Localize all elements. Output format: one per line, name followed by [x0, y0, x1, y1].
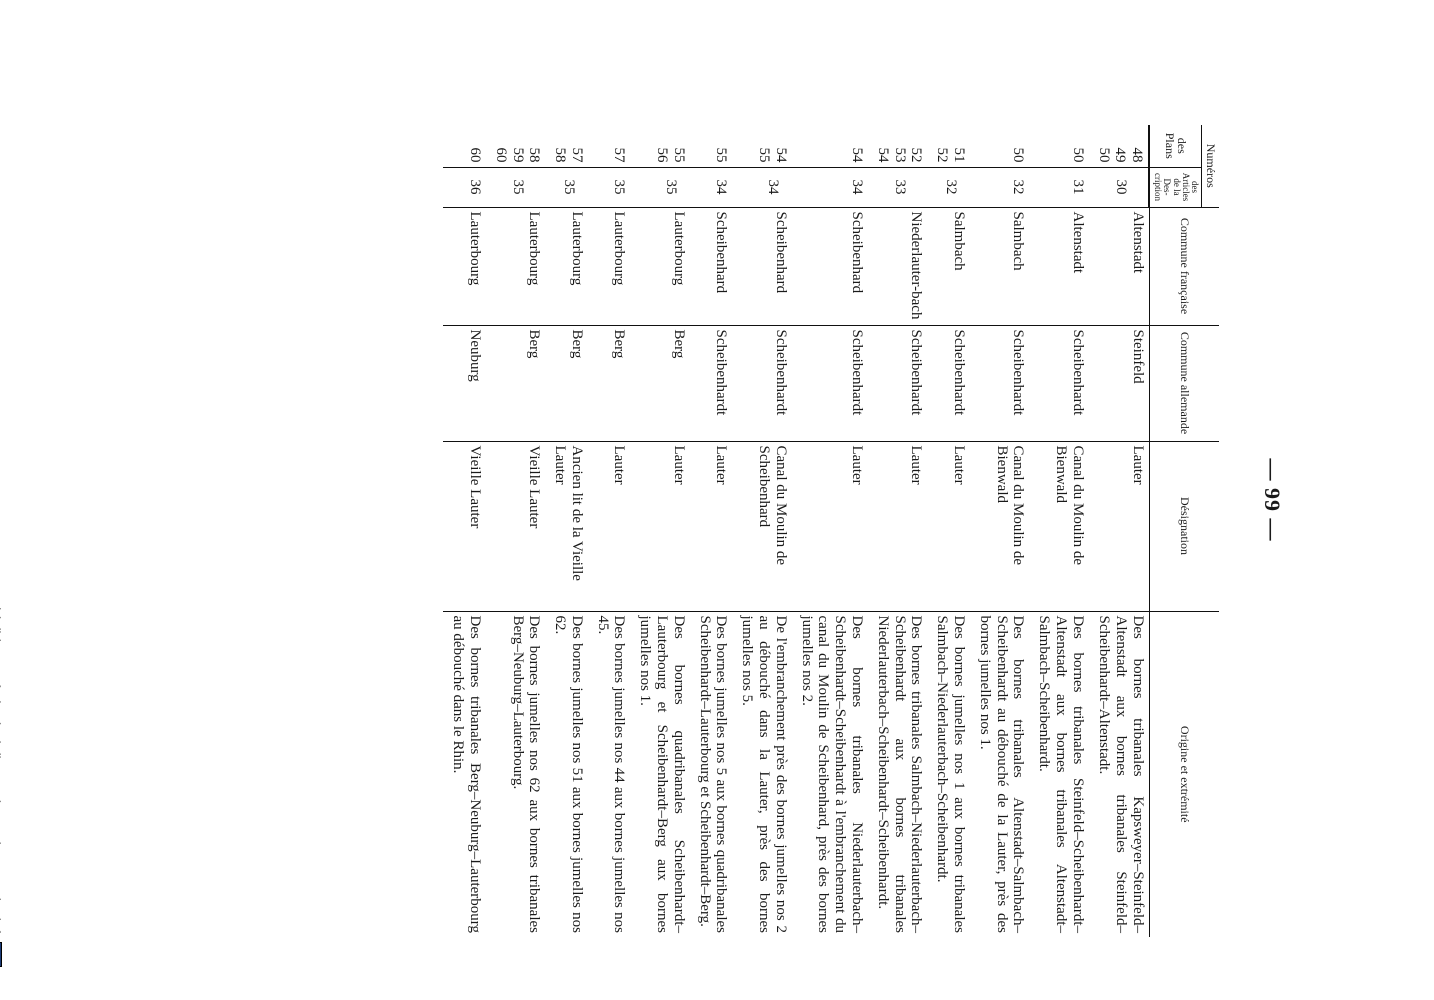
plan-numbers: [927, 125, 970, 167]
article-number: 35: [588, 167, 631, 207]
plan-numbers: [631, 125, 690, 167]
table-row: [631, 125, 690, 937]
origine-extremite: Des bornes tribanales Salmbach–Niederlauterbach–Scheibenhardt aux bornes tribanales Niederlauterbach–Scheibenhardt–Scheibenhardt.: [874, 615, 925, 933]
designation: Lauter: [792, 441, 868, 611]
commune-francaise: Lauterbourg: [631, 207, 690, 325]
header-commune-allemande: Commune allemande: [1149, 325, 1219, 441]
plan-number: 57: [568, 147, 585, 163]
designation: Lauter: [927, 441, 970, 611]
origine-extremite: Des bornes tribanales Kapsweyer–Steinfeld–Altenstadt aux bornes tribanales Steinfeld–Scheibenhardt–Altenstadt.: [1096, 615, 1146, 933]
origine-extremite: Des bornes jumelles nos 51 aux bornes jumelles nos 62.: [552, 615, 585, 933]
table-row: [545, 125, 588, 937]
origine-extremite: Des bornes tribanales Altenstadt–Salmbach–Scheibenhardt au débouché de la Lauter, près des bornes jumelles nos 1.: [976, 615, 1027, 933]
commune-allemande: Scheibenhardt: [792, 325, 868, 441]
designation: Lauter: [868, 441, 927, 611]
table-row: [792, 125, 868, 937]
plan-numbers: [545, 125, 588, 167]
table-body: [443, 125, 1149, 937]
commune-allemande: Scheibenhardt: [970, 325, 1029, 441]
origine-extremite: Des bornes jumelles nos 1 aux bornes tribanales Salmbach–Niederlauterbach–Scheibenhardt.: [934, 615, 968, 933]
commune-francaise: Scheibenhard: [792, 207, 868, 325]
commune-allemande: Berg: [486, 325, 545, 441]
commune-allemande: Neuburg: [443, 325, 486, 441]
plan-number: 55: [670, 147, 687, 163]
commune-allemande: Berg: [545, 325, 588, 441]
commune-francaise: Lauterbourg: [443, 207, 486, 325]
designation: Canal du Moulin de Scheibenhard: [732, 441, 791, 611]
plan-numbers: [970, 125, 1029, 167]
article-number: 35: [486, 167, 545, 207]
origine-extremite: De l'embranchement près des bornes jumelles nos 2 au débouché dans la Lauter, près des bornes jumelles nos 5.: [739, 615, 789, 933]
commune-francaise: Altenstadt: [1029, 207, 1088, 325]
commune-allemande: Scheibenhardt: [927, 325, 970, 441]
commune-francaise: Lauterbourg: [486, 207, 545, 325]
plan-numbers: [868, 125, 927, 167]
header-origine: Origine et extrémité: [1149, 611, 1219, 937]
designation: Vieille Lauter: [443, 441, 486, 611]
header-articles: des Articles de la Des-cription: [1149, 167, 1202, 207]
plan-number: 49: [1112, 147, 1129, 163]
plan-number: 58: [552, 147, 569, 163]
plan-number: 57: [611, 147, 628, 163]
commune-francaise: Scheibenhard: [732, 207, 791, 325]
plan-number: 54: [874, 147, 891, 163]
designation: Canal du Moulin de Bienwald: [1029, 441, 1088, 611]
designation: Lauter: [588, 441, 631, 611]
commune-allemande: Berg: [631, 325, 690, 441]
origine-extremite: Des bornes tribanales Niederlauterbach–Scheibenhardt–Scheibenhardt à l'embranchement du canal du Moulin de Scheibenhard, près des bornes jumelles nos 2.: [798, 615, 866, 933]
designation: Canal du Moulin de Bienwald: [970, 441, 1029, 611]
commune-francaise: Salmbach: [927, 207, 970, 325]
commune-allemande: Scheibenhardt: [690, 325, 733, 441]
plan-numbers: [1029, 125, 1088, 167]
table-row: [443, 125, 486, 937]
designation: Ancien lit de la Vieille Lauter: [545, 441, 588, 611]
commune-francaise: Lauterbourg: [545, 207, 588, 325]
page-number: — 99 —: [1260, 458, 1285, 542]
commune-francaise: Scheibenhard: [690, 207, 733, 325]
plan-number: 50: [1069, 147, 1086, 163]
boundary-description-table: [443, 125, 1219, 937]
designation: Vieille Lauter: [486, 441, 545, 611]
header-commune-francaise: Commune française: [1149, 207, 1219, 325]
origine-extremite: Des bornes tribanales Steinfeld–Scheibenhardt–Altenstadt aux bornes tribanales Altenstadt–Salmbach–Scheibenhardt.: [1036, 615, 1086, 933]
designation: Lauter: [690, 441, 733, 611]
plan-number: 60: [492, 147, 509, 163]
table-header: [1149, 125, 1219, 937]
article-number: 33: [868, 167, 927, 207]
plan-number: 56: [654, 147, 671, 163]
article-number: 34: [792, 167, 868, 207]
commune-francaise: Niederlauter-bach: [868, 207, 927, 325]
commune-francaise: Salmbach: [970, 207, 1029, 325]
plan-number: 60: [466, 147, 483, 163]
origine-extremite: Des bornes quadribanales Scheibenhardt–Lauterbourg et Scheibenhardt–Berg aux bornes jumelles nos 1.: [637, 615, 687, 933]
table-row: [690, 125, 733, 937]
digitization-credit: [0, 600, 2, 967]
plan-numbers: [690, 125, 733, 167]
table-row: [927, 125, 970, 937]
plan-number: 48: [1129, 147, 1146, 163]
commune-allemande: Berg: [588, 325, 631, 441]
designation: Lauter: [631, 441, 690, 611]
plan-number: 52: [934, 147, 951, 163]
article-number: 31: [1029, 167, 1088, 207]
plan-number: 55: [713, 147, 730, 163]
article-number: 32: [970, 167, 1029, 207]
header-numeros: Numéros: [1202, 125, 1219, 207]
article-number: 36: [443, 167, 486, 207]
plan-number: 53: [891, 147, 908, 163]
commune-francaise: Lauterbourg: [588, 207, 631, 325]
commune-allemande: Scheibenhardt: [732, 325, 791, 441]
table-row: [732, 125, 791, 937]
table-row: [588, 125, 631, 937]
article-number: 35: [545, 167, 588, 207]
plan-numbers: [443, 125, 486, 167]
origine-extremite: Des bornes jumelles nos 44 aux bornes jumelles nos 45.: [594, 615, 628, 933]
plan-number: 50: [1095, 147, 1112, 163]
plan-number: 52: [908, 147, 925, 163]
plan-number: 59: [509, 147, 526, 163]
plan-numbers: [1089, 125, 1149, 167]
plan-number: 55: [756, 147, 773, 163]
plan-number: 54: [849, 147, 866, 163]
plan-number: 54: [772, 147, 789, 163]
table-row: [1029, 125, 1088, 937]
table-row: [486, 125, 545, 937]
origine-extremite: Des bornes tribanales Berg–Neuburg–Lauterbourg au débouché dans le Rhin.: [450, 615, 483, 933]
plan-numbers: [792, 125, 868, 167]
designation: Lauter: [1089, 441, 1149, 611]
commune-allemande: Steinfeld: [1089, 325, 1149, 441]
plan-numbers: [732, 125, 791, 167]
article-number: 34: [732, 167, 791, 207]
dfg-logo: [0, 942, 2, 967]
plan-numbers: [588, 125, 631, 167]
header-plans: des Plans: [1149, 125, 1202, 167]
commune-allemande: Scheibenhardt: [868, 325, 927, 441]
article-number: 35: [631, 167, 690, 207]
table-row: [868, 125, 927, 937]
rotated-document-page: [117, 70, 1317, 933]
article-number: 32: [927, 167, 970, 207]
origine-extremite: Des bornes jumelles nos 62 aux bornes tribanales Berg–Neuburg–Lauterbourg.: [509, 615, 543, 933]
plan-number: 51: [951, 147, 968, 163]
table-row: [1089, 125, 1149, 937]
header-designation: Désignation: [1149, 441, 1219, 611]
plan-number: 58: [526, 147, 543, 163]
article-number: 30: [1089, 167, 1149, 207]
digitization-credit-text: [0, 600, 1, 936]
origine-extremite: Des bornes jumelles nos 5 aux bornes quadribanales Scheibenhardt–Lauterbourg et Scheibenhardt–Berg.: [696, 615, 730, 933]
plan-numbers: [486, 125, 545, 167]
commune-allemande: Scheibenhardt: [1029, 325, 1088, 441]
plan-number: 50: [1010, 147, 1027, 163]
article-number: 34: [690, 167, 733, 207]
commune-francaise: Altenstadt: [1089, 207, 1149, 325]
table-row: [970, 125, 1029, 937]
